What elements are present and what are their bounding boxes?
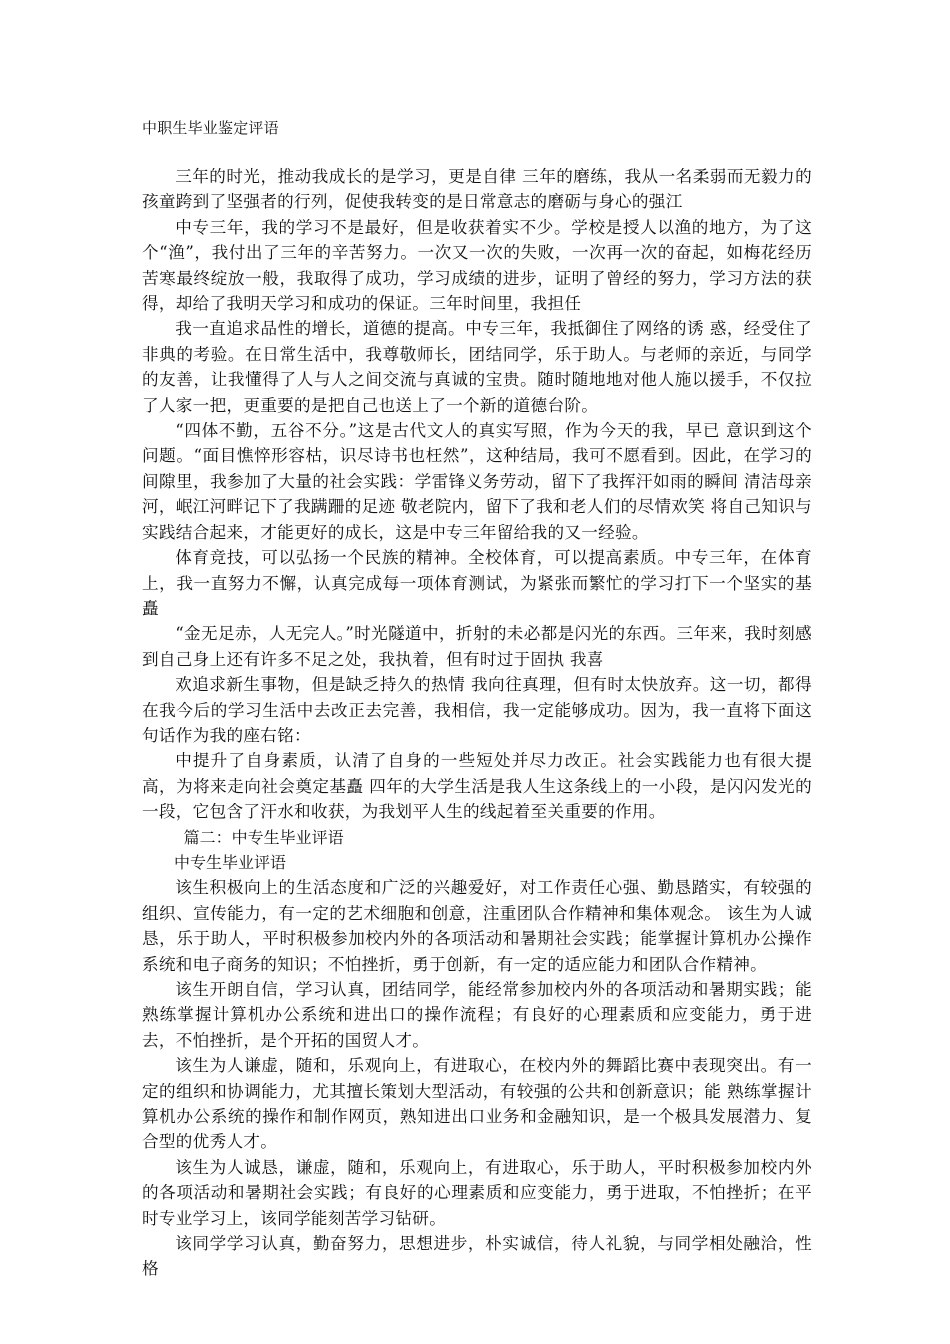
paragraph: 我一直追求品性的增长，道德的提高。中专三年，我抵御住了网络的诱 惑，经受住了非典的考验。在日常生活中，我尊敬师长，团结同学，乐于助人。与老师的亲近，与同学的友善，让我懂得了人与人之间交流与真诚的宝贵。随时随地地对他人施以援手，不仅拉了人家一把，更重要的是把自己也送上了一个新的道德台阶。: [142, 319, 812, 415]
paragraph: “金无足赤，人无完人。”时光隧道中，折射的未必都是闪光的东西。三年来，我时刻感到自己身上还有许多不足之处，我执着，但有时过于固执 我喜: [142, 624, 812, 669]
paragraph: 该生为人谦虚，随和，乐观向上，有进取心，在校内外的舞蹈比赛中表现突出。有一定的组织和协调能力，尤其擅长策划大型活动，有较强的公共和创新意识；能 熟练掌握计算机办公系统的操作和制作网页，熟知进出口业务和金融知识，是一个极具发展潜力、复合型的优秀人才。: [142, 1056, 812, 1152]
paragraph: 三年的时光，推动我成长的是学习，更是自律 三年的磨练，我从一名柔弱而无毅力的孩童跨到了坚强者的行列，促使我转变的是日常意志的磨砺与身心的强江: [142, 167, 812, 212]
paragraph: 该生积极向上的生活态度和广泛的兴趣爱好，对工作责任心强、勤恳踏实，有较强的组织、宣传能力，有一定的艺术细胞和创意，注重团队合作精神和集体观念。 该生为人诚恳，乐于助人，平时积极参加校内外的各项活动和暑期社会实践；能掌握计算机办公操作系统和电子商务的知识；不怕挫折，勇于创新，有一定的适应能力和团队合作精神。: [142, 878, 812, 974]
document-title: 中职生毕业鉴定评语: [142, 119, 279, 137]
paragraph: 体育竞技，可以弘扬一个民族的精神。全校体育，可以提高素质。中专三年，在体育上，我一直努力不懈，认真完成每一项体育测试，为紧张而繁忙的学习打下一个坚实的基矗: [142, 548, 812, 618]
paragraph: 欢追求新生事物，但是缺乏持久的热情 我向往真理，但有时太快放弃。这一切，都得在我今后的学习生活中去改正去完善，我相信，我一定能够成功。因为，我一直将下面这句话作为我的座右铭：: [142, 675, 812, 745]
paragraph: 该生为人诚恳，谦虚，随和，乐观向上，有进取心，乐于助人，平时积极参加校内外的各项活动和暑期社会实践；有良好的心理素质和应变能力，勇于进取，不怕挫折；在平时专业学习上，该同学能刻苦学习钻研。: [142, 1157, 812, 1228]
paragraph: “四体不勤，五谷不分。”这是古代文人的真实写照，作为今天的我，早已 意识到这个问题。“面目憔悴形容枯，识尽诗书也枉然”，这种结局，我可不愿看到。因此，在学习的间隙里，我参加了大量的社会实践：学雷锋义务劳动，留下了我挥汗如雨的瞬间 清洁母亲河，岷江河畔记下了我蹒跚的足迹 敬老院内，留下了我和老人们的尽情欢笑 将自己知识与实践结合起来，才能更好的成长，这是中专三年留给我的又一经验。: [142, 421, 813, 542]
paragraph: 中专三年，我的学习不是最好，但是收获着实不少。学校是授人以渔的地方，为了这个“渔”，我付出了三年的辛苦努力。一次又一次的失败，一次再一次的奋起，如梅花经历苦寒最终绽放一般，我取得了成功，学习成绩的进步，证明了曾经的努力，学习方法的获得，却给了我明天学习和成功的保证。三年时间里，我担任: [142, 217, 812, 314]
paragraph: 该生开朗自信，学习认真，团结同学，能经常参加校内外的各项活动和暑期实践；能熟练掌握计算机办公系统和进出口的操作流程；有良好的心理素质和应变能力，勇于进去，不怕挫折，是个开拓的国贸人才。: [142, 980, 812, 1050]
paragraph: 该同学学习认真，勤奋努力，思想进步，朴实诚信，待人礼貌，与同学相处融洽，性格: [142, 1234, 812, 1279]
section-subheading: 中专生毕业评语: [174, 852, 287, 872]
part2-body: [142, 875, 812, 1282]
section-heading: 篇二：中专生毕业评语: [183, 827, 344, 847]
paragraph: 中提升了自身素质，认清了自身的一些短处并尽力改正。社会实践能力也有很大提高，为将来走向社会奠定基矗 四年的大学生活是我人生这条线上的一小段，是闪闪发光的一段，它包含了汗水和收获，为我划平人生的线起着至关重要的作用。: [142, 751, 812, 822]
part1-body: [142, 164, 812, 825]
